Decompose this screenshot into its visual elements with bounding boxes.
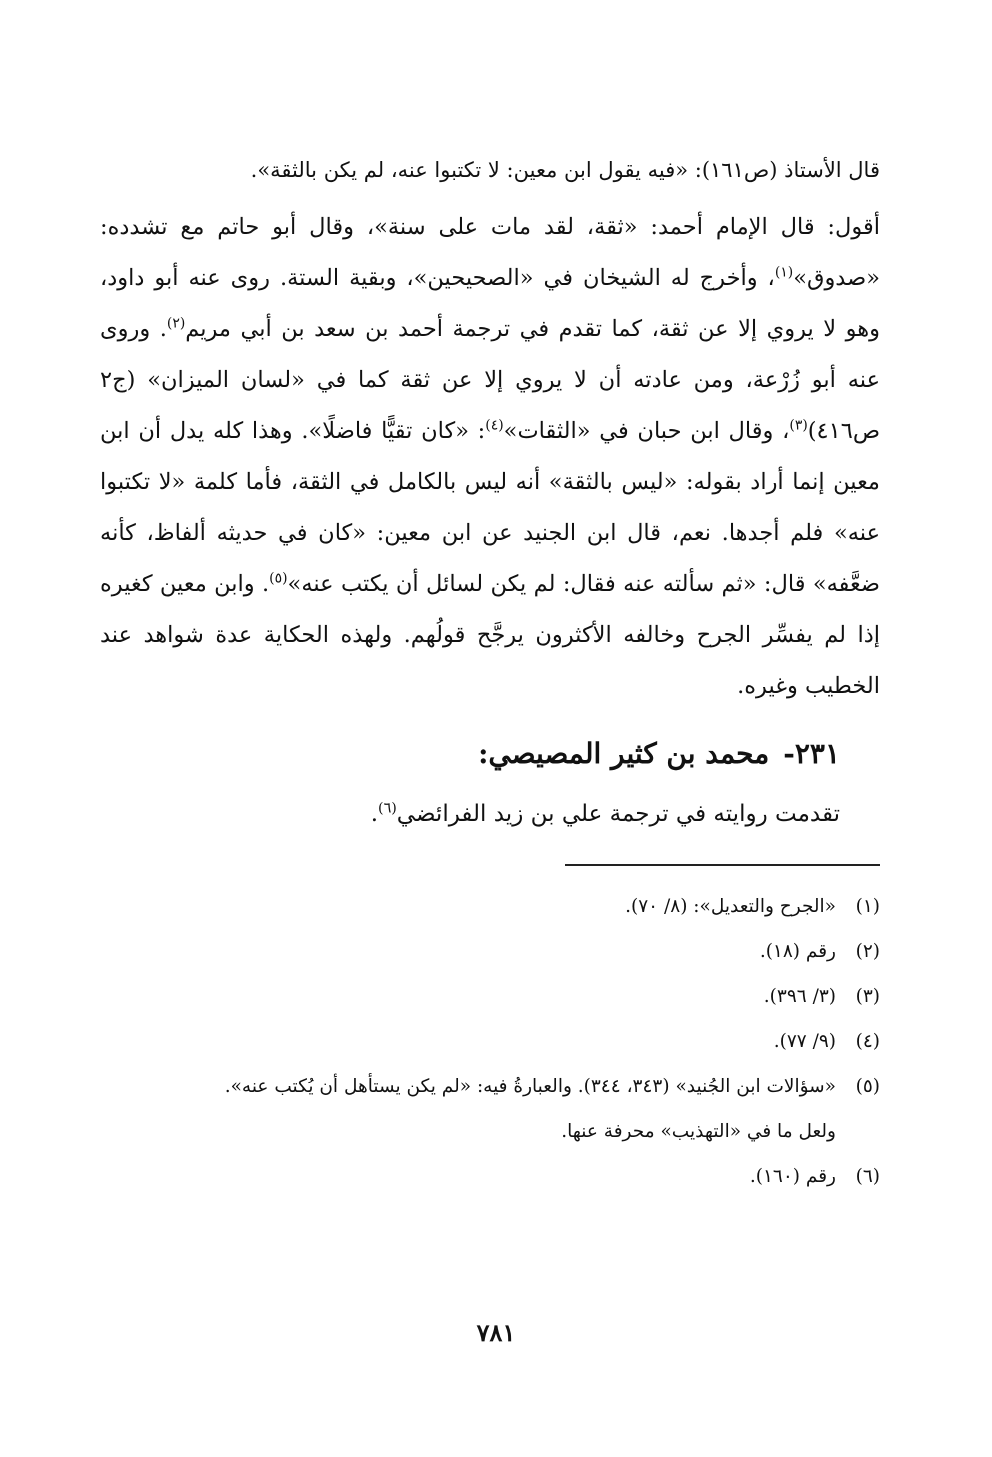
entry-title: محمد بن كثير المصيصي:: [478, 737, 770, 770]
paragraph-part-4: ، وقال ابن حبان في «الثقات»: [503, 418, 790, 444]
quoted-statement: قال الأستاذ (ص١٦١): «فيه يقول ابن معين: لا تكتبوا عنه، لم يكن بالثقة».: [250, 158, 880, 182]
footnote-3: [100, 974, 880, 1019]
footnote-ref-5[interactable]: (٥): [269, 570, 288, 587]
entry-text-end: .: [370, 801, 379, 827]
footnote-mark: (١): [855, 896, 880, 917]
footnote-text: (٩/ ٧٧).: [773, 1031, 836, 1052]
footnote-mark: (٢): [855, 941, 880, 962]
paragraph-part-6: . وابن معين كغيره إذا لم يفسِّر الجرح وخالفه الأكثرون يرجَّح قولُهم. ولهذه الحكاية عدة شواهد عند الخطيب وغيره.: [100, 571, 880, 699]
footnote-mark: (٤): [855, 1031, 880, 1052]
footnote-separator: [565, 864, 880, 866]
footnote-ref-6[interactable]: (٦): [378, 800, 397, 817]
page-number: ٧٨١: [476, 1318, 516, 1347]
footnote-ref-4[interactable]: (٤): [485, 417, 504, 434]
footnote-text: رقم (١٦٠).: [749, 1166, 836, 1187]
footnote-text: «الجرح والتعديل»: (٨/ ٧٠).: [625, 896, 836, 917]
page-content: [100, 150, 880, 1199]
footnote-ref-1[interactable]: (١): [774, 264, 794, 281]
entry-number: ٢٣١-: [783, 737, 840, 770]
footnote-2: [100, 929, 880, 974]
paragraph-part-3: . وروى عنه أبو زُرْعة، ومن عادته أن لا يروي إلا عن ثقة كما في «لسان الميزان» (ج٢ ص٤١٦): [100, 316, 881, 444]
entry-text: [100, 790, 840, 838]
paragraph-part-1: أقول: قال الإمام أحمد: «ثقة، لقد مات على سنة»، وقال أبو حاتم مع تشدده: «صدوق»: [100, 214, 880, 291]
footnotes: [100, 884, 880, 1199]
footnote-mark: (٥): [855, 1076, 880, 1097]
footnote-text: «سؤالات ابن الجُنيد» (٣٤٣، ٣٤٤). والعبارةُ فيه: «لم يكن يستأهل أن يُكتب عنه».: [224, 1076, 836, 1097]
footnote-5: [100, 1064, 880, 1154]
footnote-text-group: [100, 1064, 836, 1154]
footnote-continuation: ولعل ما في «التهذيب» محرفة عنها.: [561, 1121, 836, 1142]
footnote-text: (٣/ ٣٩٦).: [763, 986, 836, 1007]
footnote-ref-2[interactable]: (٢): [166, 315, 186, 332]
footnote-ref-3[interactable]: (٣): [789, 417, 808, 434]
footnote-6: [100, 1154, 880, 1199]
paragraph-text: [100, 202, 880, 712]
paragraph-part-2: ، وأخرج له الشيخان في «الصحيحين»، وبقية الستة. روى عنه أبو داود، وهو لا يروي إلا عن ثقة، كما تقدم في ترجمة أحمد بن سعد بن أبي مريم: [100, 265, 880, 342]
footnote-text: رقم (١٨).: [759, 941, 836, 962]
main-paragraph: [100, 202, 880, 712]
footnote-mark: (٣): [855, 986, 880, 1007]
paragraph-part-5: : «كان تقيًّا فاضلًا». وهذا كله يدل أن ابن معين إنما أراد بقوله: «ليس بالثقة» أنه ليس بالكامل في الثقة، فأما كلمة «لا تكتبوا عنه» فلم أجدها. نعم، قال ابن الجنيد عن ابن معين: «كان في حديثه ألفاظ، كأنه ضعَّفه» قال: «ثم سألته عنه فقال: لم يكن لسائل أن يكتب عنه»: [100, 418, 880, 597]
entry-text-body: تقدمت روايته في ترجمة علي بن زيد الفرائضي: [396, 801, 840, 827]
entry-heading: [100, 726, 840, 782]
footnote-1: [100, 884, 880, 929]
footnote-mark: (٦): [855, 1166, 880, 1187]
footnote-4: [100, 1019, 880, 1064]
